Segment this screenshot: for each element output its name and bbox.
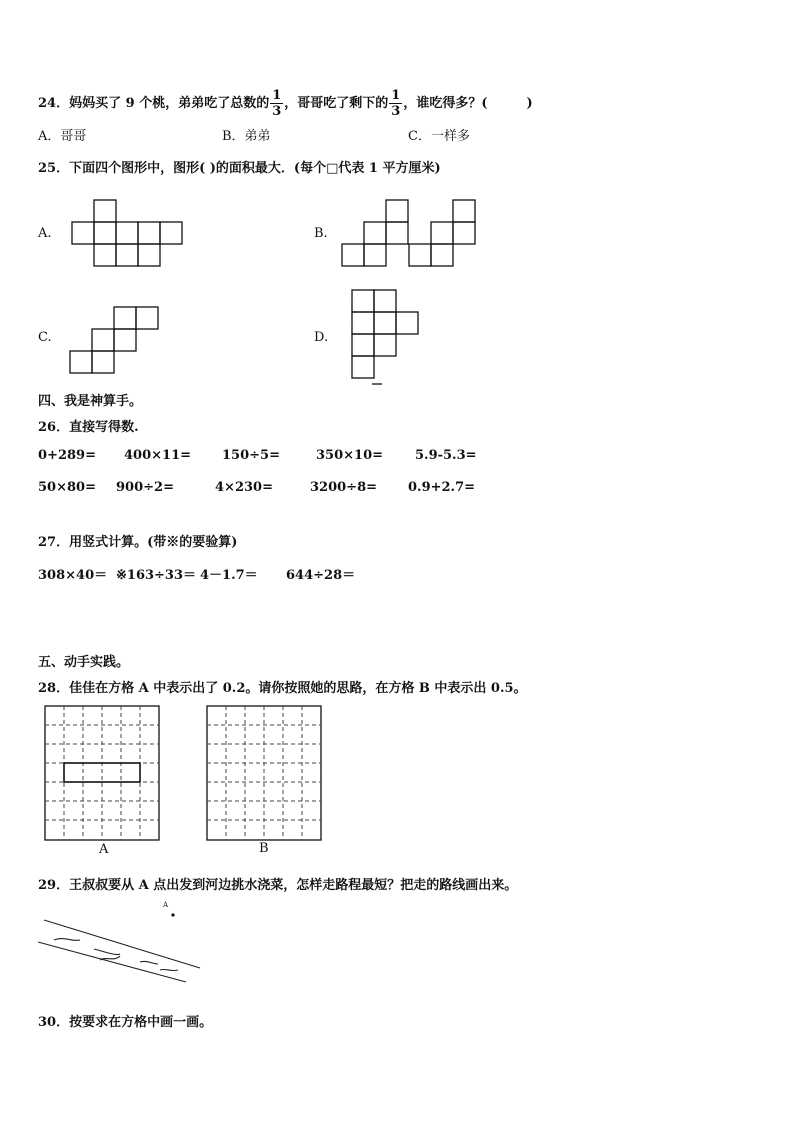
q24-part3: ，谁吃得多？( ) [403,96,533,111]
q24-part2: ，哥哥吃了剩下的 [284,96,389,111]
q25-figure-d [348,288,428,388]
q26-item[interactable]: 350×10= [316,448,384,463]
q26-item[interactable]: 900÷2= [116,480,174,495]
q26-item[interactable]: 400×11= [124,448,192,463]
grid-b[interactable] [206,705,326,845]
grid-a-label: A [99,842,109,857]
q29-point-label: A [163,901,169,909]
section5-title: 五、动手实践。 [38,655,130,670]
q26-item[interactable]: 5.9-5.3= [415,448,477,463]
q26-item[interactable]: 3200÷8= [310,480,378,495]
q24-option-a[interactable]: A．哥哥 [38,129,87,144]
q26-item[interactable]: 150÷5= [222,448,280,463]
q24-fraction-1: $\frac{1}{3}$ [272,88,282,119]
grid-a [44,705,164,845]
q25-label-a[interactable]: A. [38,226,52,241]
q26-item[interactable]: 0.9+2.7= [408,480,476,495]
q25-figure-b [338,198,478,270]
q24-fraction-2: $\frac{1}{3}$ [391,88,401,119]
q27-stem: 27．用竖式计算。(带※的要验算) [38,535,238,550]
q27-item[interactable]: ※163÷33＝ [116,568,197,583]
q25-figure-a [68,198,188,270]
q28-stem: 28．佳佳在方格 A 中表示出了 0.2。请你按照她的思路，在方格 B 中表示出 0.5。 [38,681,527,696]
q24-number: 24． [38,96,70,111]
q26-item[interactable]: 4×230= [215,480,273,495]
q25-label-d[interactable]: D. [314,330,329,345]
q24-option-c[interactable]: C．一样多 [408,129,470,144]
q29-stem: 29．王叔叔要从 A 点出发到河边挑水浇菜，怎样走路程最短？把走的路线画出来。 [38,878,518,893]
q25-figure-c [66,305,166,377]
q25-stem: 25．下面四个图形中，图形( )的面积最大．(每个□代表 1 平方厘米) [38,161,441,176]
q25-label-c[interactable]: C. [38,330,52,345]
q24-part1: 妈妈买了 9 个桃，弟弟吃了总数的 [69,96,270,111]
q27-item[interactable]: 644÷28＝ [286,568,356,583]
q30-stem: 30．按要求在方格中画一画。 [38,1015,213,1030]
grid-b-label: B [259,841,269,856]
q26-item[interactable]: 0+289= [38,448,96,463]
q27-item[interactable]: 308×40＝ [38,568,108,583]
q26-item[interactable]: 50×80= [38,480,96,495]
q27-item[interactable]: 4－1.7＝ [200,568,258,583]
section4-title: 四、我是神算手。 [38,394,143,409]
q26-stem: 26．直接写得数. [38,420,139,435]
q25-label-b[interactable]: B. [314,226,328,241]
q29-river [36,914,206,984]
q24-stem [38,88,533,119]
q24-option-b[interactable]: B．弟弟 [222,129,271,144]
